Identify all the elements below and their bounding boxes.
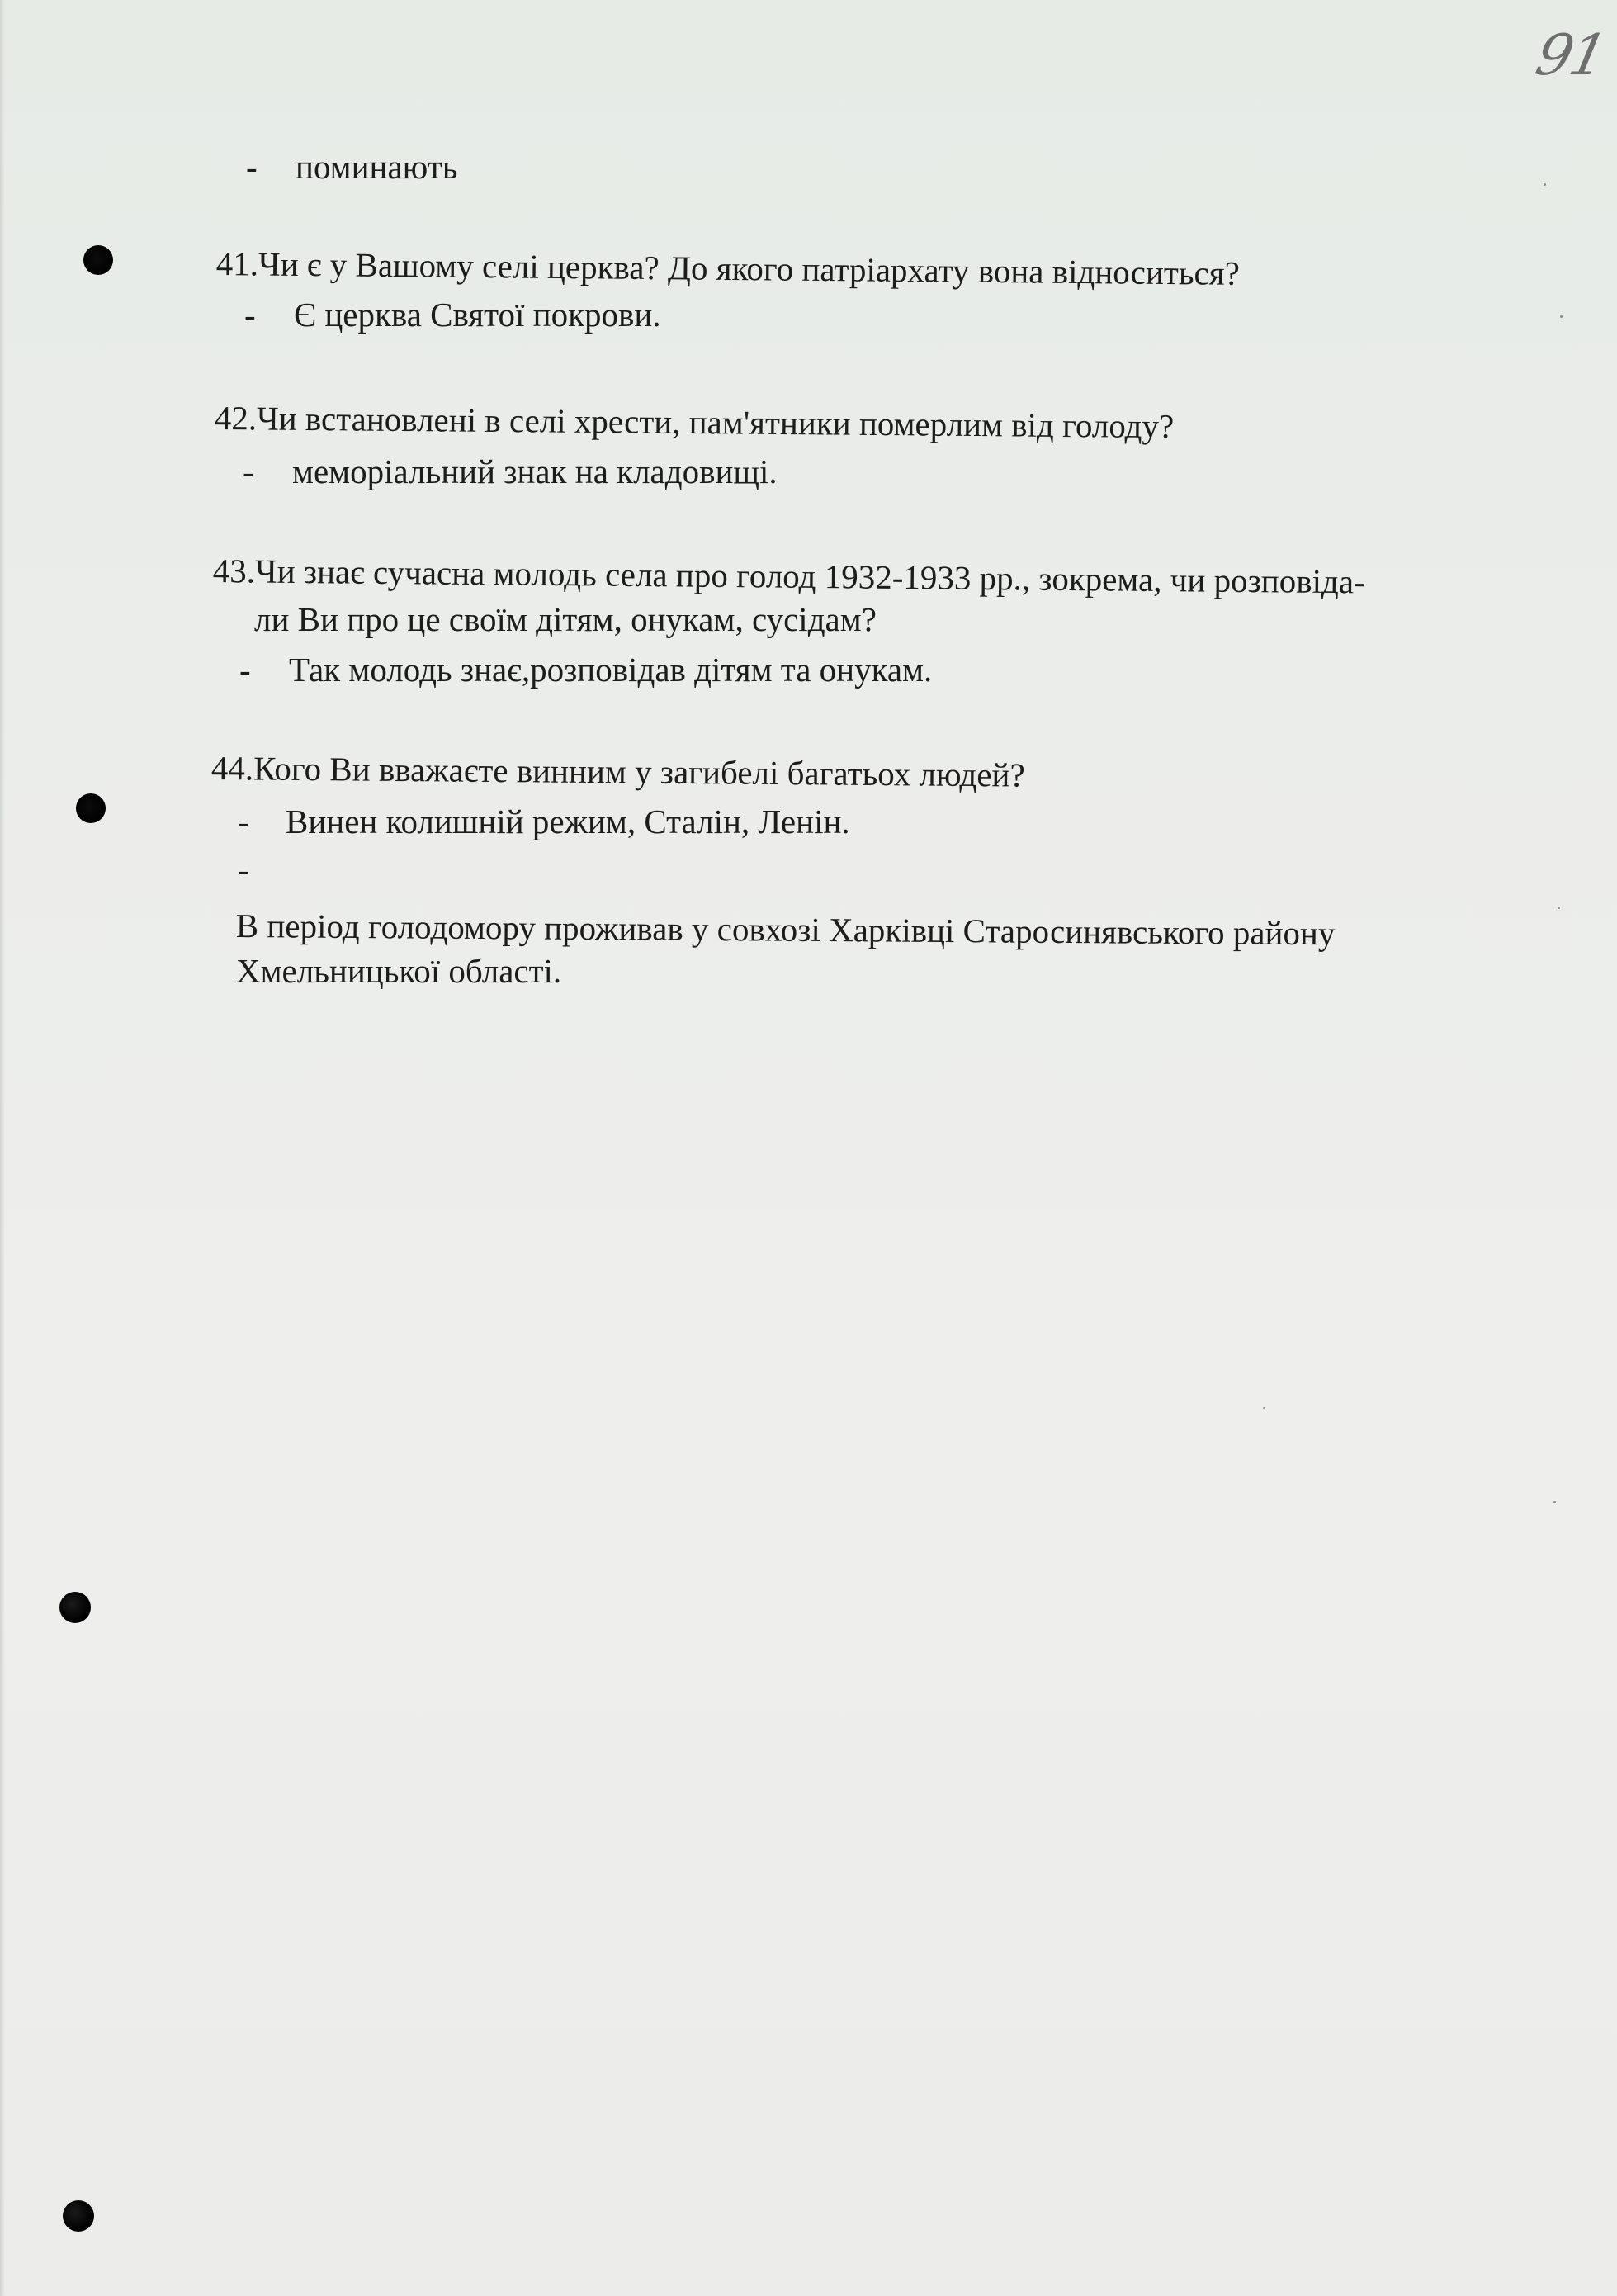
scan-speck <box>1544 183 1546 186</box>
answer-dash: - <box>239 651 251 689</box>
question-42: 42.Чи встановлені в селі хрести, пам'ятники померлим від голоду? <box>214 399 1175 446</box>
scan-speck <box>1558 907 1560 909</box>
scan-speck <box>1553 1501 1556 1503</box>
answer-dash: - <box>244 296 256 334</box>
answer-44: Винен колишній режим, Сталін, Ленін. <box>286 802 850 840</box>
answer-dash: - <box>243 452 254 490</box>
answer-41: Є церква Святої покрови. <box>294 296 661 334</box>
punch-hole-3 <box>59 1592 91 1623</box>
answer-dash: - <box>238 802 249 840</box>
answer-dash: - <box>238 850 249 888</box>
answer-dash: - <box>246 148 258 186</box>
scan-speck <box>1263 1407 1265 1409</box>
answer-43: Так молодь знає,розповідав дітям та онукам. <box>289 651 933 689</box>
note-line-1: В період голодомору проживав у совхозі Харківці Старосинявського району <box>235 907 1336 953</box>
page-edge-shadow <box>0 0 5 2296</box>
scan-speck <box>1560 315 1563 318</box>
answer-text: поминають <box>296 148 458 186</box>
answer-42: меморіальний знак на кладовищі. <box>292 452 778 490</box>
question-44: 44.Кого Ви вважаєте винним у загибелі багатьох людей? <box>210 749 1025 794</box>
punch-hole-2 <box>76 793 106 823</box>
note-line-2: Хмельницької області. <box>236 952 562 990</box>
question-43-line-1: 43.Чи знає сучасна молодь села про голод 1932-1933 рр., зокрема, чи розповіда- <box>212 552 1365 601</box>
punch-hole-1 <box>83 245 113 275</box>
question-43-line-2: ли Ви про це своїм дітям, онукам, сусідам? <box>254 600 877 638</box>
folio-number: 91 <box>1530 23 1611 88</box>
question-41: 41.Чи є у Вашому селі церква? До якого патріархату вона відноситься? <box>215 244 1241 292</box>
punch-hole-4 <box>63 2200 94 2232</box>
